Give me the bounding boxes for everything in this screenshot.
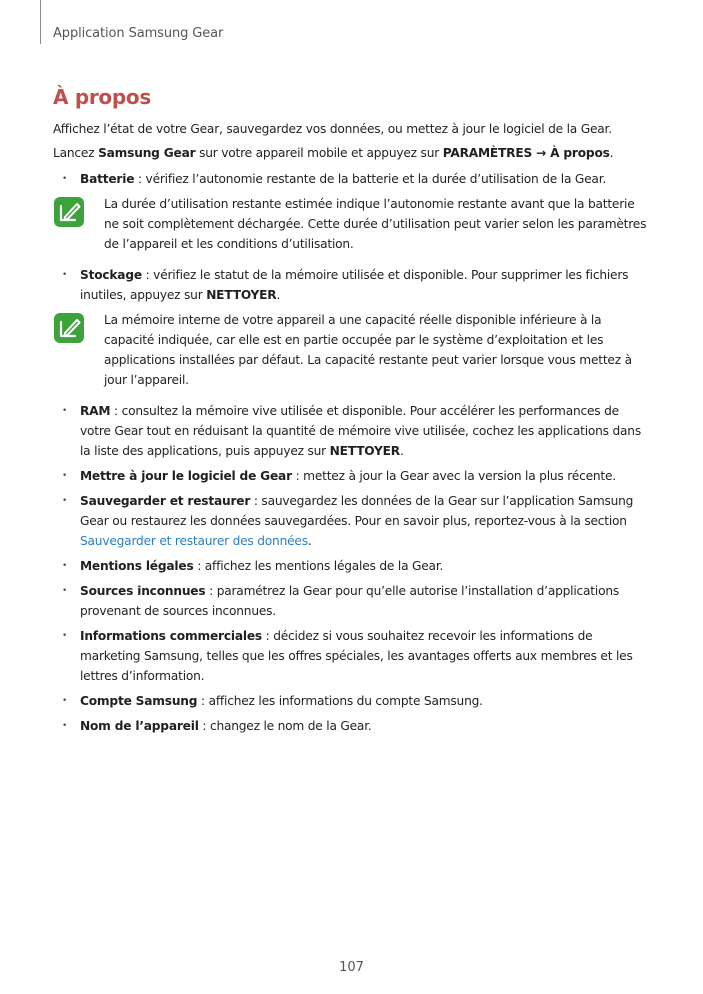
storage-note: [53, 310, 649, 390]
storage-note-text: La mémoire interne de votre appareil a une capacité réelle disponible inférieure à la capacité indiquée, car elle est en partie occupée par le système d’exploitation et les applications installées par défaut. La capacité restante peut varier lorsque vous mettez à jour l’appareil.: [104, 313, 632, 387]
list-item-software-update: • Mettre à jour le logiciel de Gear : mettez à jour la Gear avec la version la plus récente.: [53, 466, 649, 486]
page-header: Application Samsung Gear: [53, 26, 224, 41]
page-number: 107: [339, 960, 364, 975]
list-item-ram: • RAM : consultez la mémoire vive utilisée et disponible. Pour accélérer les performances de votre Gear tout en réduisant la quantité de mémoire vive utilisée, cochez les applications dans la liste des applications, puis appuyez sur NETTOYER.: [53, 401, 649, 461]
backup-restore-link[interactable]: Sauvegarder et restaurer des données: [80, 534, 308, 548]
app-name: Samsung Gear: [98, 146, 196, 160]
battery-note: [53, 194, 649, 254]
battery-note-text: La durée d’utilisation restante estimée indique l’autonomie restante avant que la batterie ne soit complètement déchargée. Cette durée d’utilisation peut varier selon les paramètres de l’appareil et les conditions d’utilisation.: [104, 197, 647, 251]
about-items-list: [53, 169, 649, 189]
note-pencil-icon: [53, 196, 85, 228]
list-item-device-name: • Nom de l’appareil : changez le nom de la Gear.: [53, 716, 649, 736]
section-title: À propos: [53, 85, 151, 109]
list-item-legal: • Mentions légales : affichez les mentions légales de la Gear.: [53, 556, 649, 576]
list-item-backup-restore: • Sauvegarder et restaurer : sauvegardez les données de la Gear sur l’application Samsung Gear ou restaurez les données sauvegardées. Pour en savoir plus, reportez-vous à la section Sauvegarder et restaurer des données.: [53, 491, 649, 551]
list-item-storage: • Stockage : vérifiez le statut de la mémoire utilisée et disponible. Pour supprimer les fichiers inutiles, appuyez sur NETTOYER.: [53, 265, 649, 305]
settings-path: PARAMÈTRES → À propos: [442, 146, 610, 160]
main-content: [53, 84, 649, 741]
launch-instruction: Lancez Samsung Gear sur votre appareil mobile et appuyez sur PARAMÈTRES → À propos.: [53, 146, 614, 160]
list-item-unknown-sources: • Sources inconnues : paramétrez la Gear pour qu’elle autorise l’installation d’applications provenant de sources inconnues.: [53, 581, 649, 621]
list-item-battery: • Batterie : vérifiez l’autonomie restante de la batterie et la durée d’utilisation de la Gear.: [53, 169, 649, 189]
list-item-marketing: • Informations commerciales : décidez si vous souhaitez recevoir les informations de marketing Samsung, telles que les offres spéciales, les avantages offerts aux membres et les lettres d’information.: [53, 626, 649, 686]
list-item-samsung-account: • Compte Samsung : affichez les informations du compte Samsung.: [53, 691, 649, 711]
header-rule: [40, 0, 41, 44]
note-pencil-icon: [53, 312, 85, 344]
intro-paragraph: Affichez l’état de votre Gear, sauvegardez vos données, ou mettez à jour le logiciel de la Gear.: [53, 122, 612, 136]
